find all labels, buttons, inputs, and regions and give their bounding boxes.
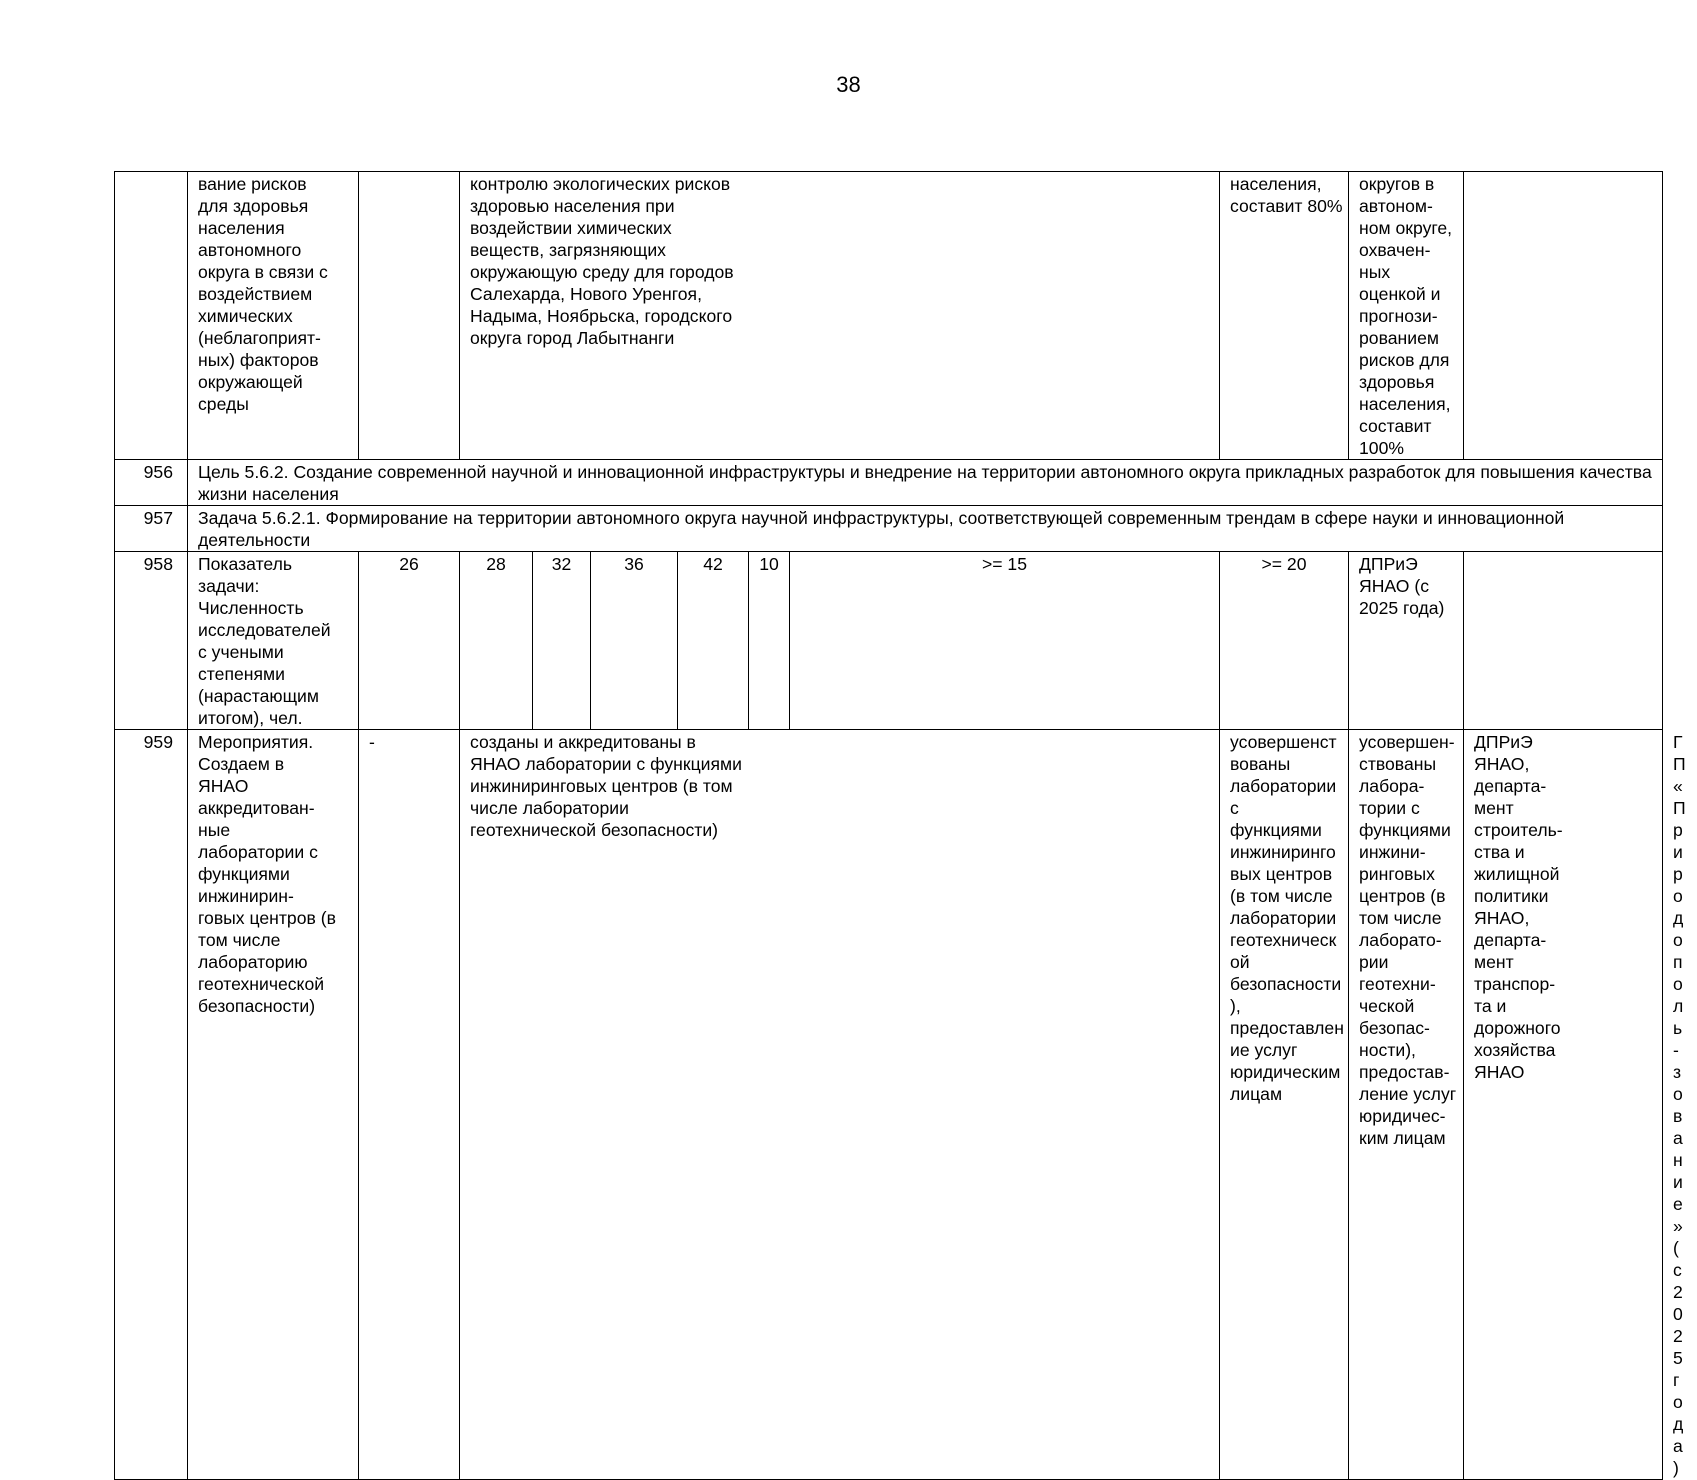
year-value-cell: 28 <box>460 552 533 730</box>
row-number: 957 <box>115 506 188 552</box>
table-row <box>115 506 1663 552</box>
mid-term-cell: населения, составит 80% <box>1220 172 1349 460</box>
indicator-name-cell: вание рисков для здоровья населения автономного округа в связи с воздействием химических (неблагоприят- ных) факторов окружающей среды <box>188 172 359 460</box>
row-number: 958 <box>115 552 188 730</box>
task-cell: Задача 5.6.2.1. Формирование на территории автономного округа научной инфраструктуры, соответствующей современным трендам в сфере науки и инновационной деятельности <box>188 506 1663 552</box>
target-cell: усовершен- ствованы лабора- тории с функциями инжини- ринговых центров (в том числе лаборато- рии геотехни- ческой безопас- ности), предостав- ление услуг юридичес- ким лицам <box>1349 730 1464 1480</box>
mid-term-cell: >= 15 <box>790 552 1220 730</box>
plan-table <box>114 171 1686 1480</box>
row-number <box>115 172 188 460</box>
year-value-cell: 36 <box>591 552 678 730</box>
table-row <box>115 552 1663 730</box>
indicator-name-cell: Мероприятия. Создаем в ЯНАО аккредитован- ные лаборатории с функциями инжинирин- говых центров (в том числе лабораторию геотехнической безопасности) <box>188 730 359 1480</box>
year-value-cell: 42 <box>678 552 749 730</box>
page-number: 38 <box>836 72 861 97</box>
indicator-name-cell: Показатель задачи: Численность исследователей с учеными степенями (нарастающим итогом), чел. <box>188 552 359 730</box>
mid-term-cell: усовершенствованы лаборатории с функциями инжиниринговых центров (в том числе лаборатории геотехнической безопасности), предоставление услуг юридическим лицам <box>1220 730 1349 1480</box>
plan-cell: контролю экологических рисков здоровью населения при воздействии химических веществ, загрязняющих окружающую среду для городов Салехарда, Нового Уренгоя, Надыма, Ноябрьска, городского округа город Лабытнанги <box>460 172 1220 460</box>
year-value-cell: 32 <box>533 552 591 730</box>
responsible-cell: ДПРиЭ ЯНАО, департа- мент строитель- ства и жилищной политики ЯНАО, департа- мент транспор- та и дорожного хозяйства ЯНАО <box>1464 730 1663 1480</box>
base-value-cell: - <box>359 730 460 1480</box>
target-cell: округов в автоном- ном округе, охвачен- ных оценкой и прогнози- рованием рисков для здоровья населения, составит 100% <box>1349 172 1464 460</box>
row-number: 956 <box>115 460 188 506</box>
program-cell <box>1464 552 1663 730</box>
target-cell: >= 20 <box>1220 552 1349 730</box>
row-number: 959 <box>115 730 188 1480</box>
table-row <box>115 460 1663 506</box>
plan-cell: созданы и аккредитованы в ЯНАО лаборатории с функциями инжиниринговых центров (в том числе лаборатории геотехнической безопасности) <box>460 730 1220 1480</box>
year-value-cell: 10 <box>749 552 790 730</box>
table-row: 959 Мероприятия. Создаем в ЯНАО аккредитован- ные лаборатории с функциями инжинирин- говых центров (в том числе лабораторию геотехнической безопасности) - созданы и аккредитованы в ЯНАО лаборатории с функциями инжиниринговых центров (в том числе лаборатории геотехнической безопасности) усовершенствованы лаборатории с функциями инжиниринговых центров (в том числе лаборатории геотехнической безопасности), предоставление услуг юридическим лицам усовершен- ствованы лабора- тории с функциями инжини- ринговых центров (в том числе лаборато- рии геотехни- ческой безопас- ности), предостав- ление услуг юридичес- ким лицам ДПРиЭ ЯНАО, департа- мент строитель- ства и жилищной политики ЯНАО, департа- мент транспор- та и дорожного хозяйства ЯНАО ГП «Природополь- зование» (с 2025 года) <box>115 730 1663 1480</box>
responsible-cell <box>1464 172 1663 460</box>
table-row <box>115 172 1663 460</box>
base-value-cell: 26 <box>359 552 460 730</box>
responsible-cell: ДПРиЭ ЯНАО (с 2025 года) <box>1349 552 1464 730</box>
goal-cell: Цель 5.6.2. Создание современной научной и инновационной инфраструктуры и внедрение на территории автономного округа прикладных разработок для повышения качества жизни населения <box>188 460 1663 506</box>
base-value-cell <box>359 172 460 460</box>
